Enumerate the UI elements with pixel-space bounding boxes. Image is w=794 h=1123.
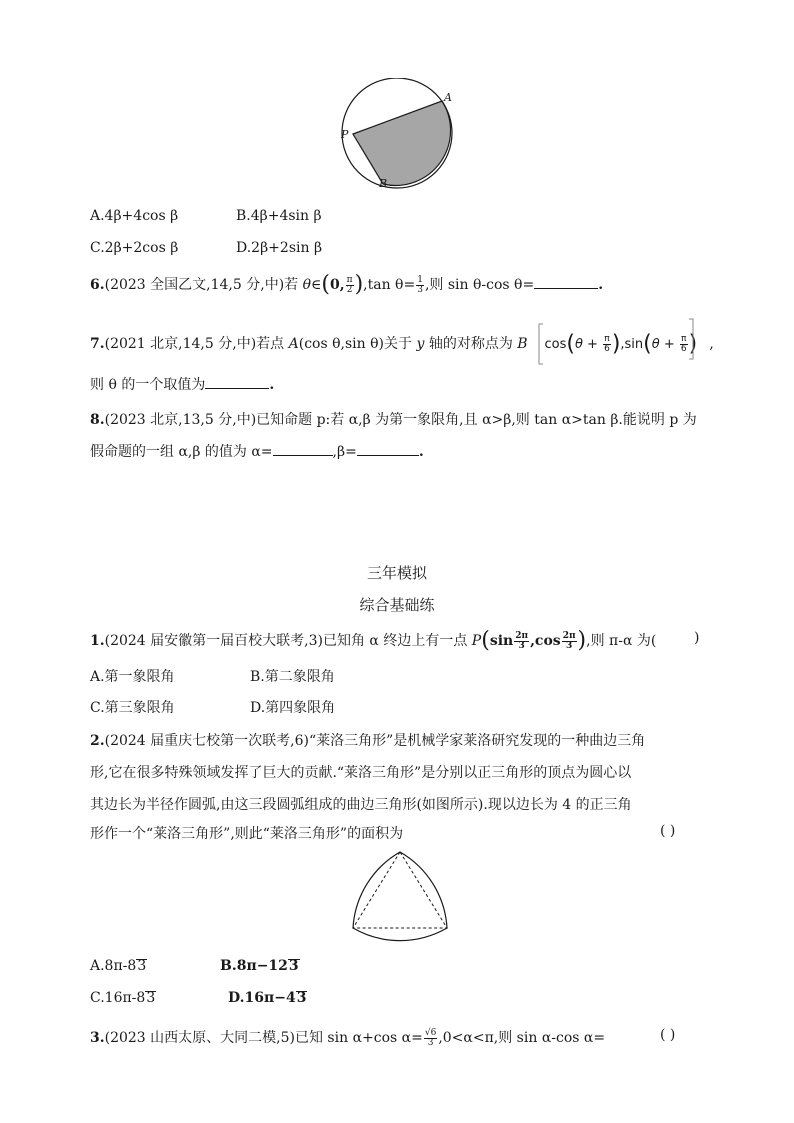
right-brace	[688, 318, 696, 360]
p2-option-c: C.16π-83	[90, 990, 156, 1006]
p1-option-d: D.第四象限角	[250, 700, 336, 716]
answer-blank-alpha	[273, 443, 333, 456]
answer-bracket-close: )	[694, 630, 700, 646]
question-8-line2: 假命题的一组 α,β 的值为 α= ,β= .	[90, 444, 424, 460]
answer-blank	[534, 276, 598, 289]
two-pi-over-3-fraction: $\frac{2\pi}{3}$	[515, 630, 529, 651]
q5-option-b: B.4β+4sin β	[236, 208, 322, 224]
p1-option-a: A.第一象限角	[90, 669, 175, 685]
q5-option-a: A.4β+4cos β	[90, 208, 179, 224]
answer-blank	[205, 376, 269, 389]
practice-question-2-line4: 形作一个“莱洛三角形”,则此“莱洛三角形”的面积为	[90, 826, 404, 842]
question-7: 7.(2021 北京,14,5 分,中)若点 A(cos θ,sin θ)关于 y 轴的对称点为 B cos(θ + $\frac{\pi}{6}$ ),sin(θ + $\frac{\pi}{6}$ ) ,	[90, 331, 714, 357]
section-subtitle: 综合基础练	[359, 596, 435, 614]
practice-question-2-line1: 2.(2024 届重庆七校第一次联考,6)“莱洛三角形”是机械学家莱洛研究发现的一种曲边三角	[90, 733, 646, 749]
section-title: 三年模拟	[366, 564, 427, 582]
point-label-p: P	[341, 128, 349, 141]
question-8: 8.(2023 北京,13,5 分,中)已知命题 p:若 α,β 为第一象限角,且 α>β,则 tan α>tan β.能说明 p 为	[90, 412, 697, 428]
question-6: 6.(2023 全国乙文,14,5 分,中)若 θ∈(0, $\frac{\pi}{2}$ ),tan θ= $\frac{1}{3}$ ,则 sin θ-cos θ= .	[90, 272, 604, 297]
pi-over-2-fraction: $\frac{\pi}{2}$	[346, 274, 353, 295]
pi-over-6-fraction: $\frac{\pi}{6}$	[604, 334, 610, 354]
p2-option-b: B.8π−123	[220, 958, 299, 974]
question-7-line2: 则 θ 的一个取值为 .	[90, 377, 275, 393]
p1-option-b: B.第二象限角	[250, 669, 335, 685]
p1-option-c: C.第三象限角	[90, 700, 175, 716]
sqrt6-over-3-fraction: $\frac{√6}{3}$	[424, 1027, 437, 1048]
q5-option-d: D.2β+2sin β	[236, 240, 323, 256]
one-third-fraction: $\frac{1}{3}$	[417, 274, 423, 295]
left-brace	[537, 323, 545, 365]
answer-blank-beta	[357, 443, 419, 456]
practice-question-2-line2: 形,它在很多特殊领域发挥了巨大的贡献.“莱洛三角形”是分别以正三角形的顶点为圆心以	[90, 765, 632, 781]
q5-option-c: C.2β+2cos β	[90, 240, 179, 256]
answer-bracket: ( )	[660, 823, 676, 839]
point-label-a: A	[444, 91, 452, 104]
point-label-b: B	[379, 177, 388, 190]
p2-option-a: A.8π-83	[90, 958, 147, 974]
pi-over-6-fraction-2: $\frac{\pi}{6}$	[680, 334, 687, 354]
practice-question-3: 3.(2023 山西太原、大同二模,5)已知 sin α+cos α= $\frac{√6}{3}$ ,0<α<π,则 sin α-cos α=	[90, 1027, 606, 1048]
reuleaux-triangle-figure	[340, 848, 460, 944]
practice-question-1: 1.(2024 届安徽第一届百校大联考,3)已知角 α 终边上有一点 P(sin $\frac{2\pi}{3}$ ,cos $\frac{2\pi}{3}$ ),则 π-α 为(	[90, 628, 657, 653]
two-pi-over-3-fraction-2: $\frac{2\pi}{3}$	[562, 630, 576, 651]
answer-bracket-3: ( )	[660, 1027, 676, 1043]
p2-option-d: D.16π−43	[228, 990, 307, 1006]
practice-question-2-line3: 其边长为半径作圆弧,由这三段圆弧组成的曲边三角形(如图所示).现以边长为 4 的正三角	[90, 797, 632, 813]
